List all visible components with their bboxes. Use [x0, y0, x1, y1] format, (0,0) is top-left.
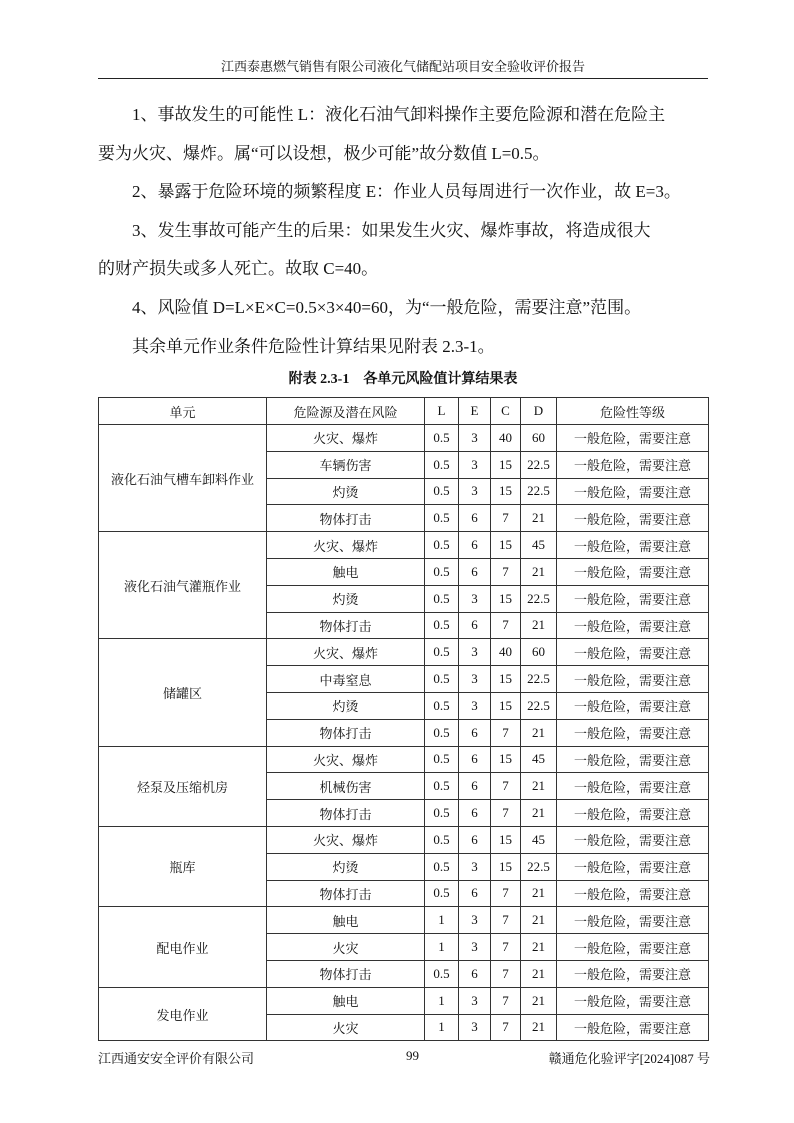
cell-grade: 一般危险，需要注意	[557, 585, 709, 612]
risk-table	[98, 397, 709, 1041]
cell-d: 22.5	[521, 585, 557, 612]
cell-d: 21	[521, 773, 557, 800]
cell-d: 45	[521, 826, 557, 853]
cell-e: 6	[459, 746, 491, 773]
cell-hazard: 触电	[267, 907, 425, 934]
cell-l: 0.5	[425, 558, 459, 585]
cell-l: 1	[425, 934, 459, 961]
footer-doc-number: 赣通危化验评字[2024]087 号	[548, 1051, 710, 1066]
cell-c: 15	[491, 692, 521, 719]
cell-c: 7	[491, 800, 521, 827]
table-caption: 附表 2.3-1 各单元风险值计算结果表	[288, 372, 518, 387]
cell-c: 7	[491, 719, 521, 746]
cell-e: 3	[459, 907, 491, 934]
cell-l: 0.5	[425, 666, 459, 693]
cell-grade: 一般危险，需要注意	[557, 1014, 709, 1041]
cell-l: 0.5	[425, 612, 459, 639]
cell-e: 6	[459, 505, 491, 532]
cell-grade: 一般危险，需要注意	[557, 558, 709, 585]
cell-l: 0.5	[425, 585, 459, 612]
cell-hazard: 物体打击	[267, 719, 425, 746]
paragraph-line: 1、事故发生的可能性 L：液化石油气卸料操作主要危险源和潜在危险主	[132, 105, 666, 124]
cell-l: 0.5	[425, 773, 459, 800]
cell-l: 0.5	[425, 719, 459, 746]
cell-d: 45	[521, 532, 557, 559]
cell-grade: 一般危险，需要注意	[557, 719, 709, 746]
body-text	[98, 96, 710, 366]
cell-hazard: 火灾、爆炸	[267, 826, 425, 853]
cell-e: 6	[459, 612, 491, 639]
cell-c: 7	[491, 505, 521, 532]
header-unit: 单元	[99, 398, 267, 425]
paragraph-line: 4、风险值 D=L×E×C=0.5×3×40=60，为“一般危险，需要注意”范围。	[132, 297, 642, 317]
cell-l: 1	[425, 907, 459, 934]
footer-company: 江西通安安全评价有限公司	[98, 1051, 255, 1066]
paragraph-line: 的财产损失或多人死亡。故取 C=40。	[98, 259, 379, 279]
paragraph-line: 3、发生事故可能产生的后果：如果发生火灾、爆炸事故，将造成很大	[132, 220, 651, 240]
cell-d: 21	[521, 558, 557, 585]
cell-hazard: 物体打击	[267, 960, 425, 987]
header-l: L	[425, 398, 459, 425]
cell-grade: 一般危险，需要注意	[557, 612, 709, 639]
cell-d: 60	[521, 425, 557, 452]
cell-hazard: 机械伤害	[267, 773, 425, 800]
cell-grade: 一般危险，需要注意	[557, 880, 709, 907]
cell-d: 21	[521, 719, 557, 746]
table-row	[99, 639, 709, 666]
cell-grade: 一般危险，需要注意	[557, 505, 709, 532]
header-e: E	[459, 398, 491, 425]
cell-c: 15	[491, 478, 521, 505]
cell-hazard: 物体打击	[267, 505, 425, 532]
table-row	[99, 907, 709, 934]
cell-grade: 一般危险，需要注意	[557, 987, 709, 1014]
cell-grade: 一般危险，需要注意	[557, 907, 709, 934]
cell-c: 7	[491, 934, 521, 961]
cell-d: 22.5	[521, 666, 557, 693]
cell-grade: 一般危险，需要注意	[557, 666, 709, 693]
cell-e: 3	[459, 853, 491, 880]
cell-e: 3	[459, 934, 491, 961]
page-footer	[98, 1048, 710, 1066]
cell-c: 15	[491, 666, 521, 693]
cell-grade: 一般危险，需要注意	[557, 800, 709, 827]
cell-d: 22.5	[521, 451, 557, 478]
cell-l: 0.5	[425, 746, 459, 773]
cell-l: 0.5	[425, 532, 459, 559]
cell-d: 21	[521, 800, 557, 827]
cell-grade: 一般危险，需要注意	[557, 451, 709, 478]
table-row	[99, 532, 709, 559]
cell-l: 0.5	[425, 505, 459, 532]
cell-c: 15	[491, 853, 521, 880]
table-row	[99, 746, 709, 773]
cell-l: 0.5	[425, 451, 459, 478]
cell-e: 3	[459, 692, 491, 719]
cell-unit: 液化石油气灌瓶作业	[99, 532, 267, 639]
cell-grade: 一般危险，需要注意	[557, 934, 709, 961]
cell-l: 0.5	[425, 826, 459, 853]
cell-unit: 烃泵及压缩机房	[99, 746, 267, 826]
header-hazard: 危险源及潜在风险	[267, 398, 425, 425]
cell-c: 7	[491, 773, 521, 800]
cell-l: 0.5	[425, 880, 459, 907]
cell-hazard: 火灾、爆炸	[267, 425, 425, 452]
cell-l: 1	[425, 987, 459, 1014]
cell-d: 21	[521, 987, 557, 1014]
cell-e: 6	[459, 773, 491, 800]
cell-c: 40	[491, 425, 521, 452]
cell-d: 60	[521, 639, 557, 666]
cell-e: 3	[459, 987, 491, 1014]
cell-l: 1	[425, 1014, 459, 1041]
cell-e: 6	[459, 880, 491, 907]
cell-d: 21	[521, 907, 557, 934]
header-c: C	[491, 398, 521, 425]
cell-c: 15	[491, 746, 521, 773]
table-header-row	[99, 398, 709, 425]
paragraph-line: 其余单元作业条件危险性计算结果见附表 2.3-1。	[132, 336, 495, 356]
cell-d: 21	[521, 505, 557, 532]
cell-grade: 一般危险，需要注意	[557, 960, 709, 987]
table-row	[99, 425, 709, 452]
cell-grade: 一般危险，需要注意	[557, 826, 709, 853]
cell-c: 7	[491, 907, 521, 934]
cell-hazard: 中毒窒息	[267, 666, 425, 693]
cell-hazard: 触电	[267, 558, 425, 585]
cell-hazard: 触电	[267, 987, 425, 1014]
cell-d: 45	[521, 746, 557, 773]
cell-e: 6	[459, 558, 491, 585]
cell-c: 7	[491, 612, 521, 639]
cell-c: 7	[491, 987, 521, 1014]
cell-unit: 储罐区	[99, 639, 267, 746]
cell-l: 0.5	[425, 639, 459, 666]
cell-unit: 发电作业	[99, 987, 267, 1041]
cell-e: 6	[459, 719, 491, 746]
cell-grade: 一般危险，需要注意	[557, 639, 709, 666]
cell-hazard: 物体打击	[267, 800, 425, 827]
cell-d: 21	[521, 934, 557, 961]
table-row	[99, 826, 709, 853]
cell-c: 40	[491, 639, 521, 666]
cell-unit: 瓶库	[99, 826, 267, 906]
paragraph-line: 2、暴露于危险环境的频繁程度 E：作业人员每周进行一次作业，故 E=3。	[132, 182, 681, 202]
cell-e: 3	[459, 451, 491, 478]
cell-e: 3	[459, 425, 491, 452]
cell-hazard: 物体打击	[267, 880, 425, 907]
cell-e: 6	[459, 532, 491, 559]
cell-c: 15	[491, 826, 521, 853]
page-header: 江西泰惠燃气销售有限公司液化气储配站项目安全验收评价报告	[98, 56, 708, 79]
cell-c: 7	[491, 1014, 521, 1041]
cell-grade: 一般危险，需要注意	[557, 532, 709, 559]
header-grade: 危险性等级	[557, 398, 709, 425]
cell-l: 0.5	[425, 692, 459, 719]
cell-e: 6	[459, 826, 491, 853]
cell-d: 21	[521, 612, 557, 639]
cell-e: 3	[459, 1014, 491, 1041]
cell-grade: 一般危险，需要注意	[557, 853, 709, 880]
cell-d: 21	[521, 960, 557, 987]
page-number: 99	[406, 1048, 419, 1063]
cell-l: 0.5	[425, 800, 459, 827]
header-d: D	[521, 398, 557, 425]
cell-l: 0.5	[425, 425, 459, 452]
cell-grade: 一般危险，需要注意	[557, 478, 709, 505]
cell-c: 15	[491, 532, 521, 559]
cell-c: 7	[491, 960, 521, 987]
cell-hazard: 灼烫	[267, 478, 425, 505]
cell-grade: 一般危险，需要注意	[557, 692, 709, 719]
cell-hazard: 灼烫	[267, 585, 425, 612]
cell-c: 7	[491, 558, 521, 585]
cell-e: 3	[459, 666, 491, 693]
cell-e: 6	[459, 960, 491, 987]
cell-hazard: 火灾、爆炸	[267, 639, 425, 666]
cell-e: 6	[459, 800, 491, 827]
cell-hazard: 火灾、爆炸	[267, 532, 425, 559]
cell-hazard: 火灾、爆炸	[267, 746, 425, 773]
cell-c: 15	[491, 585, 521, 612]
cell-d: 22.5	[521, 853, 557, 880]
cell-d: 21	[521, 1014, 557, 1041]
cell-hazard: 灼烫	[267, 853, 425, 880]
cell-l: 0.5	[425, 478, 459, 505]
cell-hazard: 火灾	[267, 934, 425, 961]
cell-c: 7	[491, 880, 521, 907]
cell-e: 3	[459, 585, 491, 612]
cell-d: 22.5	[521, 692, 557, 719]
cell-hazard: 物体打击	[267, 612, 425, 639]
cell-grade: 一般危险，需要注意	[557, 773, 709, 800]
cell-hazard: 灼烫	[267, 692, 425, 719]
cell-hazard: 火灾	[267, 1014, 425, 1041]
cell-d: 22.5	[521, 478, 557, 505]
table-row	[99, 987, 709, 1014]
cell-grade: 一般危险，需要注意	[557, 746, 709, 773]
cell-unit: 配电作业	[99, 907, 267, 987]
cell-grade: 一般危险，需要注意	[557, 425, 709, 452]
cell-unit: 液化石油气槽车卸料作业	[99, 425, 267, 532]
cell-e: 3	[459, 639, 491, 666]
cell-l: 0.5	[425, 853, 459, 880]
paragraph-line: 要为火灾、爆炸。属“可以设想，极少可能”故分数值 L=0.5。	[98, 143, 550, 163]
cell-d: 21	[521, 880, 557, 907]
cell-e: 3	[459, 478, 491, 505]
cell-c: 15	[491, 451, 521, 478]
cell-l: 0.5	[425, 960, 459, 987]
cell-hazard: 车辆伤害	[267, 451, 425, 478]
